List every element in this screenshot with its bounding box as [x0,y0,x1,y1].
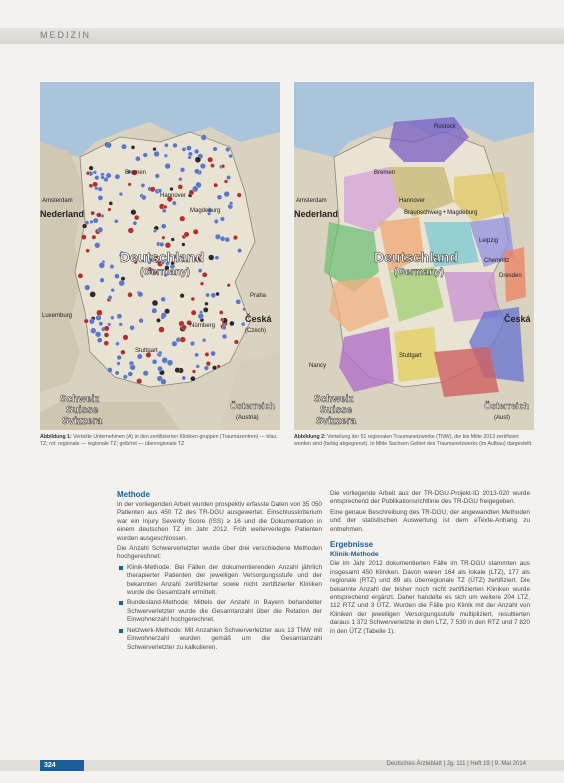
list-item: Netzwerk-Methode: Mit Anzahlen Schwerverletzter aus 13 TNW mit Einwohnerzahl wurden gemäß um die Gesamtanzahl Schwerverletzter zu kalkulieren. [127,626,322,651]
list-item: Klinik-Methode: Bei Fällen der dokumentierenden Anzahl jährlich therapierter Patienten der jeweiligen Versorgungsstufe und der bekannten Anzahl zertifizierter sowie nicht zertifizierter Kliniken wurde die Gesamtzahl ermittelt. [127,563,322,597]
trauma-center-marker [94,242,100,248]
trauma-center-marker [206,361,211,366]
trauma-center-marker [191,310,196,315]
caption-text: Verteilung der 51 regionalen Traumanetzwerke (TNW), die bis Mitte 2013 zertifiziert worden sind (farbig abgegrenzt). In Mitte Sachsen Gebiet des Traumanetzwerks (im Aufbau) dargestellt. [294,434,533,447]
trauma-center-marker [182,325,187,330]
trauma-center-marker [104,333,109,338]
map2-label-at: Österreich [484,401,530,411]
trauma-center-marker [136,378,142,384]
trauma-center-marker [173,143,178,148]
trauma-center-marker [188,156,192,160]
trauma-center-marker [195,353,199,357]
trauma-center-marker [161,224,166,229]
trauma-center-marker [216,292,220,296]
trauma-center-marker [114,274,119,279]
trauma-center-marker [138,292,143,297]
map-label-ch2: Suisse [66,405,99,416]
map2-label-country: Deutschland [374,249,459,265]
trauma-center-marker [89,166,94,171]
trauma-center-marker [157,366,162,371]
trauma-center-marker [123,335,129,341]
map-city-hannover: Hannover [160,193,187,199]
map2-city-magdeburg: Braunschweig • Magdeburg [404,210,478,216]
trauma-center-marker [90,291,96,297]
body-paragraph: Die vorliegende Arbeit aus der TR-DGU-Projekt-ID 2013-020 wurde entsprechend der Publikationsrichtlinie des TR-DGU freigegeben. [330,490,530,506]
methods-paragraph: In der vorliegenden Arbeit wurden prospektiv erfasste Daten von 35 050 Patienten aus 450 TZ des TR-DGU ausgewertet. Einschlusskriterium war ein Injury Severity Score (ISS) ≥ 16 und die Dokumentation in einem deutschen TZ im Jahr 2012. Früh weiterverlegte Patienten wurden ausgeschlossen. [117,501,322,542]
trauma-center-marker [162,236,166,240]
methods-heading: Methode [117,490,150,499]
trauma-center-marker [203,307,208,312]
trauma-center-marker [109,201,113,205]
trauma-center-marker [194,169,199,174]
trauma-center-marker [130,364,136,370]
trauma-center-marker [211,293,216,298]
trauma-center-marker [119,280,125,286]
trauma-center-marker [86,249,90,253]
trauma-center-marker [101,175,105,179]
trauma-center-marker [156,318,160,322]
trauma-center-marker [167,360,173,366]
map2-label-nl: Nederland [294,209,339,219]
trauma-center-marker [234,340,239,345]
trauma-center-marker [182,243,186,247]
trauma-center-marker [121,144,126,149]
trauma-center-marker [224,180,228,184]
trauma-center-marker [93,170,97,174]
map-label-ch1: Schweiz [60,394,100,405]
trauma-center-marker [190,376,195,381]
results-subheading: Klinik-Methode [330,551,379,559]
trauma-center-marker [153,147,157,151]
trauma-center-marker [152,300,158,306]
trauma-center-marker [210,164,214,168]
trauma-center-marker [208,157,213,162]
trauma-center-marker [214,219,218,223]
trauma-center-marker [180,216,186,222]
trauma-center-marker [98,187,103,192]
figure-caption-right [294,434,534,448]
trauma-center-marker [108,208,112,212]
trauma-center-marker [150,187,155,192]
map-label-at: Österreich [230,401,276,411]
methods-section [117,490,322,654]
trauma-center-marker [172,341,178,347]
trauma-center-marker [159,327,165,333]
trauma-center-marker [115,371,119,375]
trauma-center-marker [171,238,175,242]
trauma-center-marker [170,187,174,191]
trauma-center-marker [97,227,103,233]
map-city-luxembourg: Luxemburg [42,313,73,319]
map2-city-leipzig: Leipzig [479,238,499,244]
methods-paragraph: Die Anzahl Schwerverletzter wurde über drei verschiedene Methoden hochgerechnet: [117,545,322,561]
trauma-center-marker [86,171,90,175]
trauma-center-marker [81,235,86,240]
trauma-center-marker [92,235,96,239]
trauma-center-marker [186,146,191,151]
trauma-center-marker [224,191,230,197]
trauma-center-marker [208,255,214,261]
trauma-center-marker [220,236,225,241]
map2-label-ch1: Schweiz [314,394,354,405]
trauma-center-marker [243,307,247,311]
trauma-center-marker [237,248,241,252]
trauma-center-marker [117,314,122,319]
trauma-center-marker [202,338,206,342]
section-label: MEDIZIN [40,30,91,40]
trauma-center-marker [233,235,238,240]
trauma-center-marker [165,163,171,169]
trauma-center-marker [158,351,162,355]
body-paragraph: Die im Jahr 2012 dokumentierten Fälle im TR-DGU stammten aus insgesamt 450 Kliniken. Davon waren 164 als lokale (LTZ), 177 als regionale (RTZ) und 89 als überregionale TZ (ÜTZ) zertifiziert. Die bekannte Anzahl der bisher noch nicht zertifizierten Kliniken wurde entsprechend ergänzt. Daher handelte es sich um weitere 204 LTZ, 112 RTZ und 3 ÜTZ. Wurden die Fälle pro Klinik mit der Anzahl von Kliniken der jeweiligen Versorgungsstufe multipliziert, resultierten daraus 1 372 Schwerverletzte in den LTZ, 7 530 in den RTZ und 7 820 in den ÜTZ (Tabelle 1). [330,560,530,635]
map-label-at-sub: (Austria) [236,415,259,421]
trauma-center-marker [212,366,217,371]
list-item: Bundesland-Methode: Mittels der Anzahl in Bayern behandelter Schwerverletzter wurde die Gesamtanzahl über die Relation der Einwohnerzahl hochgerechnet. [127,599,322,624]
trauma-center-marker [90,220,94,224]
map2-label-cz: Česká [504,314,531,324]
trauma-center-marker [107,367,112,372]
trauma-center-marker [128,228,134,234]
trauma-center-marker [153,229,157,233]
trauma-center-marker [119,323,123,327]
trauma-center-marker [160,242,165,247]
trauma-center-marker [192,370,196,374]
trauma-center-marker [229,201,233,205]
trauma-center-marker [97,338,102,343]
trauma-center-marker [98,195,103,200]
trauma-center-marker [161,297,166,302]
map-label-country: Deutschland [120,249,205,265]
trauma-center-marker [195,157,201,163]
trauma-center-marker [117,355,122,360]
trauma-center-marker [164,205,168,209]
trauma-center-marker [164,154,168,158]
trauma-center-marker [164,143,168,147]
trauma-center-marker [94,186,98,190]
trauma-center-marker [82,224,87,229]
trauma-center-marker [219,310,223,314]
trauma-center-marker [152,308,157,313]
map2-city-dresden: Dresden [499,273,522,279]
journal-citation: Deutsches Ärzteblatt | Jg. 111 | Heft 19 | 9. Mai 2014 [386,761,526,767]
trauma-center-marker [134,215,139,220]
trauma-center-marker [180,337,186,343]
map-trauma-networks [294,82,534,430]
trauma-center-marker [227,283,231,287]
map-city-amsterdam: Amsterdam [42,198,73,204]
trauma-center-marker [198,269,202,273]
trauma-center-marker [182,376,186,380]
map2-city-amsterdam: Amsterdam [296,198,327,204]
trauma-center-marker [104,341,109,346]
caption-label: Abbildung 2: [294,434,326,440]
trauma-center-marker [95,175,100,180]
trauma-center-marker [114,219,118,223]
map-city-nurnberg: Nürnberg [190,323,216,329]
trauma-center-marker [85,285,91,291]
map2-label-ch3: Svizzera [316,416,357,427]
trauma-center-marker [95,331,101,337]
results-heading: Ergebnisse [330,540,374,550]
trauma-center-marker [128,292,133,297]
map2-city-rostock: Rostock [434,124,456,130]
results-section [330,490,530,638]
trauma-center-marker [130,325,135,330]
trauma-center-marker [161,312,167,318]
trauma-center-marker [204,366,209,371]
trauma-center-marker [137,354,142,359]
trauma-center-marker [198,313,204,319]
trauma-center-marker [111,288,115,292]
trauma-center-marker [121,277,125,281]
trauma-center-marker [106,142,112,148]
trauma-center-marker [152,359,157,364]
trauma-center-marker [226,175,230,179]
map2-city-stuttgart: Stuttgart [399,353,422,359]
trauma-center-marker [165,242,171,248]
page-number: 324 [40,760,84,771]
map-city-magdeburg: Magdeburg [190,208,221,214]
trauma-center-marker [131,145,135,149]
trauma-center-marker [184,232,189,237]
trauma-center-marker [128,183,132,187]
trauma-center-marker [96,315,102,321]
trauma-center-marker [205,352,209,356]
trauma-center-marker [237,193,242,198]
figure-caption-left [40,434,280,448]
trauma-center-marker [222,326,226,330]
trauma-center-marker [123,375,128,380]
methods-list [117,564,322,652]
map2-label-ch2: Suisse [320,405,353,416]
map2-label-at-sub: (Aust) [494,415,511,421]
trauma-center-marker [119,192,123,196]
map2-city-hannover: Hannover [399,198,426,204]
trauma-center-marker [217,365,221,369]
trauma-center-marker [200,282,204,286]
trauma-center-marker [139,318,144,323]
trauma-center-marker [97,213,102,218]
map-label-ch3: Svizzera [62,416,103,427]
trauma-center-marker [236,299,241,304]
map2-label-country-sub: (Germany) [394,267,445,278]
trauma-center-marker [107,323,111,327]
trauma-center-marker [104,326,109,331]
trauma-center-marker [143,153,148,158]
caption-label: Abbildung 1: [40,434,72,440]
trauma-center-marker [172,201,176,205]
map2-city-bremen: Bremen [374,170,396,176]
map-label-cz: Česká [245,314,272,324]
trauma-center-marker [182,147,186,151]
map-city-bremen: Bremen [125,170,147,176]
trauma-center-marker [178,177,182,181]
map-label-nl: Nederland [40,209,85,219]
trauma-center-marker [99,262,105,268]
trauma-center-marker [220,217,225,222]
trauma-center-marker [84,319,89,324]
trauma-center-marker [201,135,207,141]
trauma-center-marker [100,278,105,283]
trauma-center-marker [117,362,121,366]
trauma-center-marker [229,154,233,158]
trauma-center-marker [110,264,114,268]
trauma-center-marker [154,151,160,157]
map-label-cz-sub: (Czech) [245,328,267,334]
trauma-center-marker [225,237,230,242]
trauma-center-marker [190,341,195,346]
trauma-center-marker [96,310,102,316]
map2-city-nancy: Nancy [309,363,327,369]
trauma-center-marker [175,367,180,372]
trauma-center-marker [180,293,185,298]
trauma-center-marker [161,379,167,385]
map-city-stuttgart: Stuttgart [135,348,158,354]
trauma-center-marker [229,321,234,326]
trauma-center-marker [108,295,112,299]
body-paragraph: Eine genaue Beschreibung des TR-DGU, der angewandten Methoden und der statistischen Auswertung ist dem eTexte-Anhang zu entnehmen. [330,508,530,533]
trauma-center-marker [196,365,200,369]
trauma-center-marker [143,370,149,376]
trauma-center-marker [128,372,133,377]
trauma-center-marker [99,322,103,326]
network-region-oberbayern [434,347,499,397]
trauma-center-marker [213,147,218,152]
trauma-center-marker [202,272,207,277]
trauma-center-marker [194,149,199,154]
trauma-center-marker [155,174,160,179]
trauma-center-marker [110,316,114,320]
trauma-center-marker [106,173,111,178]
trauma-center-marker [211,351,216,356]
map-trauma-centers [40,82,280,430]
trauma-center-marker [192,186,198,192]
trauma-center-marker [191,297,195,301]
trauma-center-marker [78,273,83,278]
trauma-center-marker [91,211,95,215]
trauma-center-marker [200,163,206,169]
trauma-center-marker [215,234,221,240]
map-label-country-sub: (Germany) [140,267,191,278]
trauma-center-marker [121,350,126,355]
trauma-center-marker [115,174,120,179]
trauma-center-marker [135,156,140,161]
trauma-center-marker [220,318,224,322]
trauma-center-marker [141,183,145,187]
map2-city-chemnitz: Chemnitz [484,258,510,264]
trauma-center-marker [131,209,137,215]
trauma-center-marker [193,229,198,234]
caption-text: Verteilte Unternehmen (A) in den zertifizierten Kliniken-gruppen (Traumazentren) — blau: TZ; rot: regionale — regionale TZ; gelb/rot — überregionale TZ [40,434,278,447]
trauma-center-marker [90,328,96,334]
trauma-center-marker [89,319,94,324]
trauma-center-marker [221,164,225,168]
trauma-center-marker [133,221,137,225]
trauma-center-marker [222,334,227,339]
trauma-center-marker [116,342,120,346]
trauma-center-marker [226,147,231,152]
trauma-center-marker [178,184,183,189]
trauma-center-marker [206,293,210,297]
trauma-center-marker [162,357,168,363]
map-city-praha: Praha [250,293,267,299]
trauma-center-marker [217,195,222,200]
trauma-center-marker [214,183,218,187]
trauma-center-marker [180,167,185,172]
trauma-center-marker [215,256,219,260]
trauma-center-marker [93,218,98,223]
trauma-center-marker [141,195,146,200]
trauma-center-marker [205,302,209,306]
